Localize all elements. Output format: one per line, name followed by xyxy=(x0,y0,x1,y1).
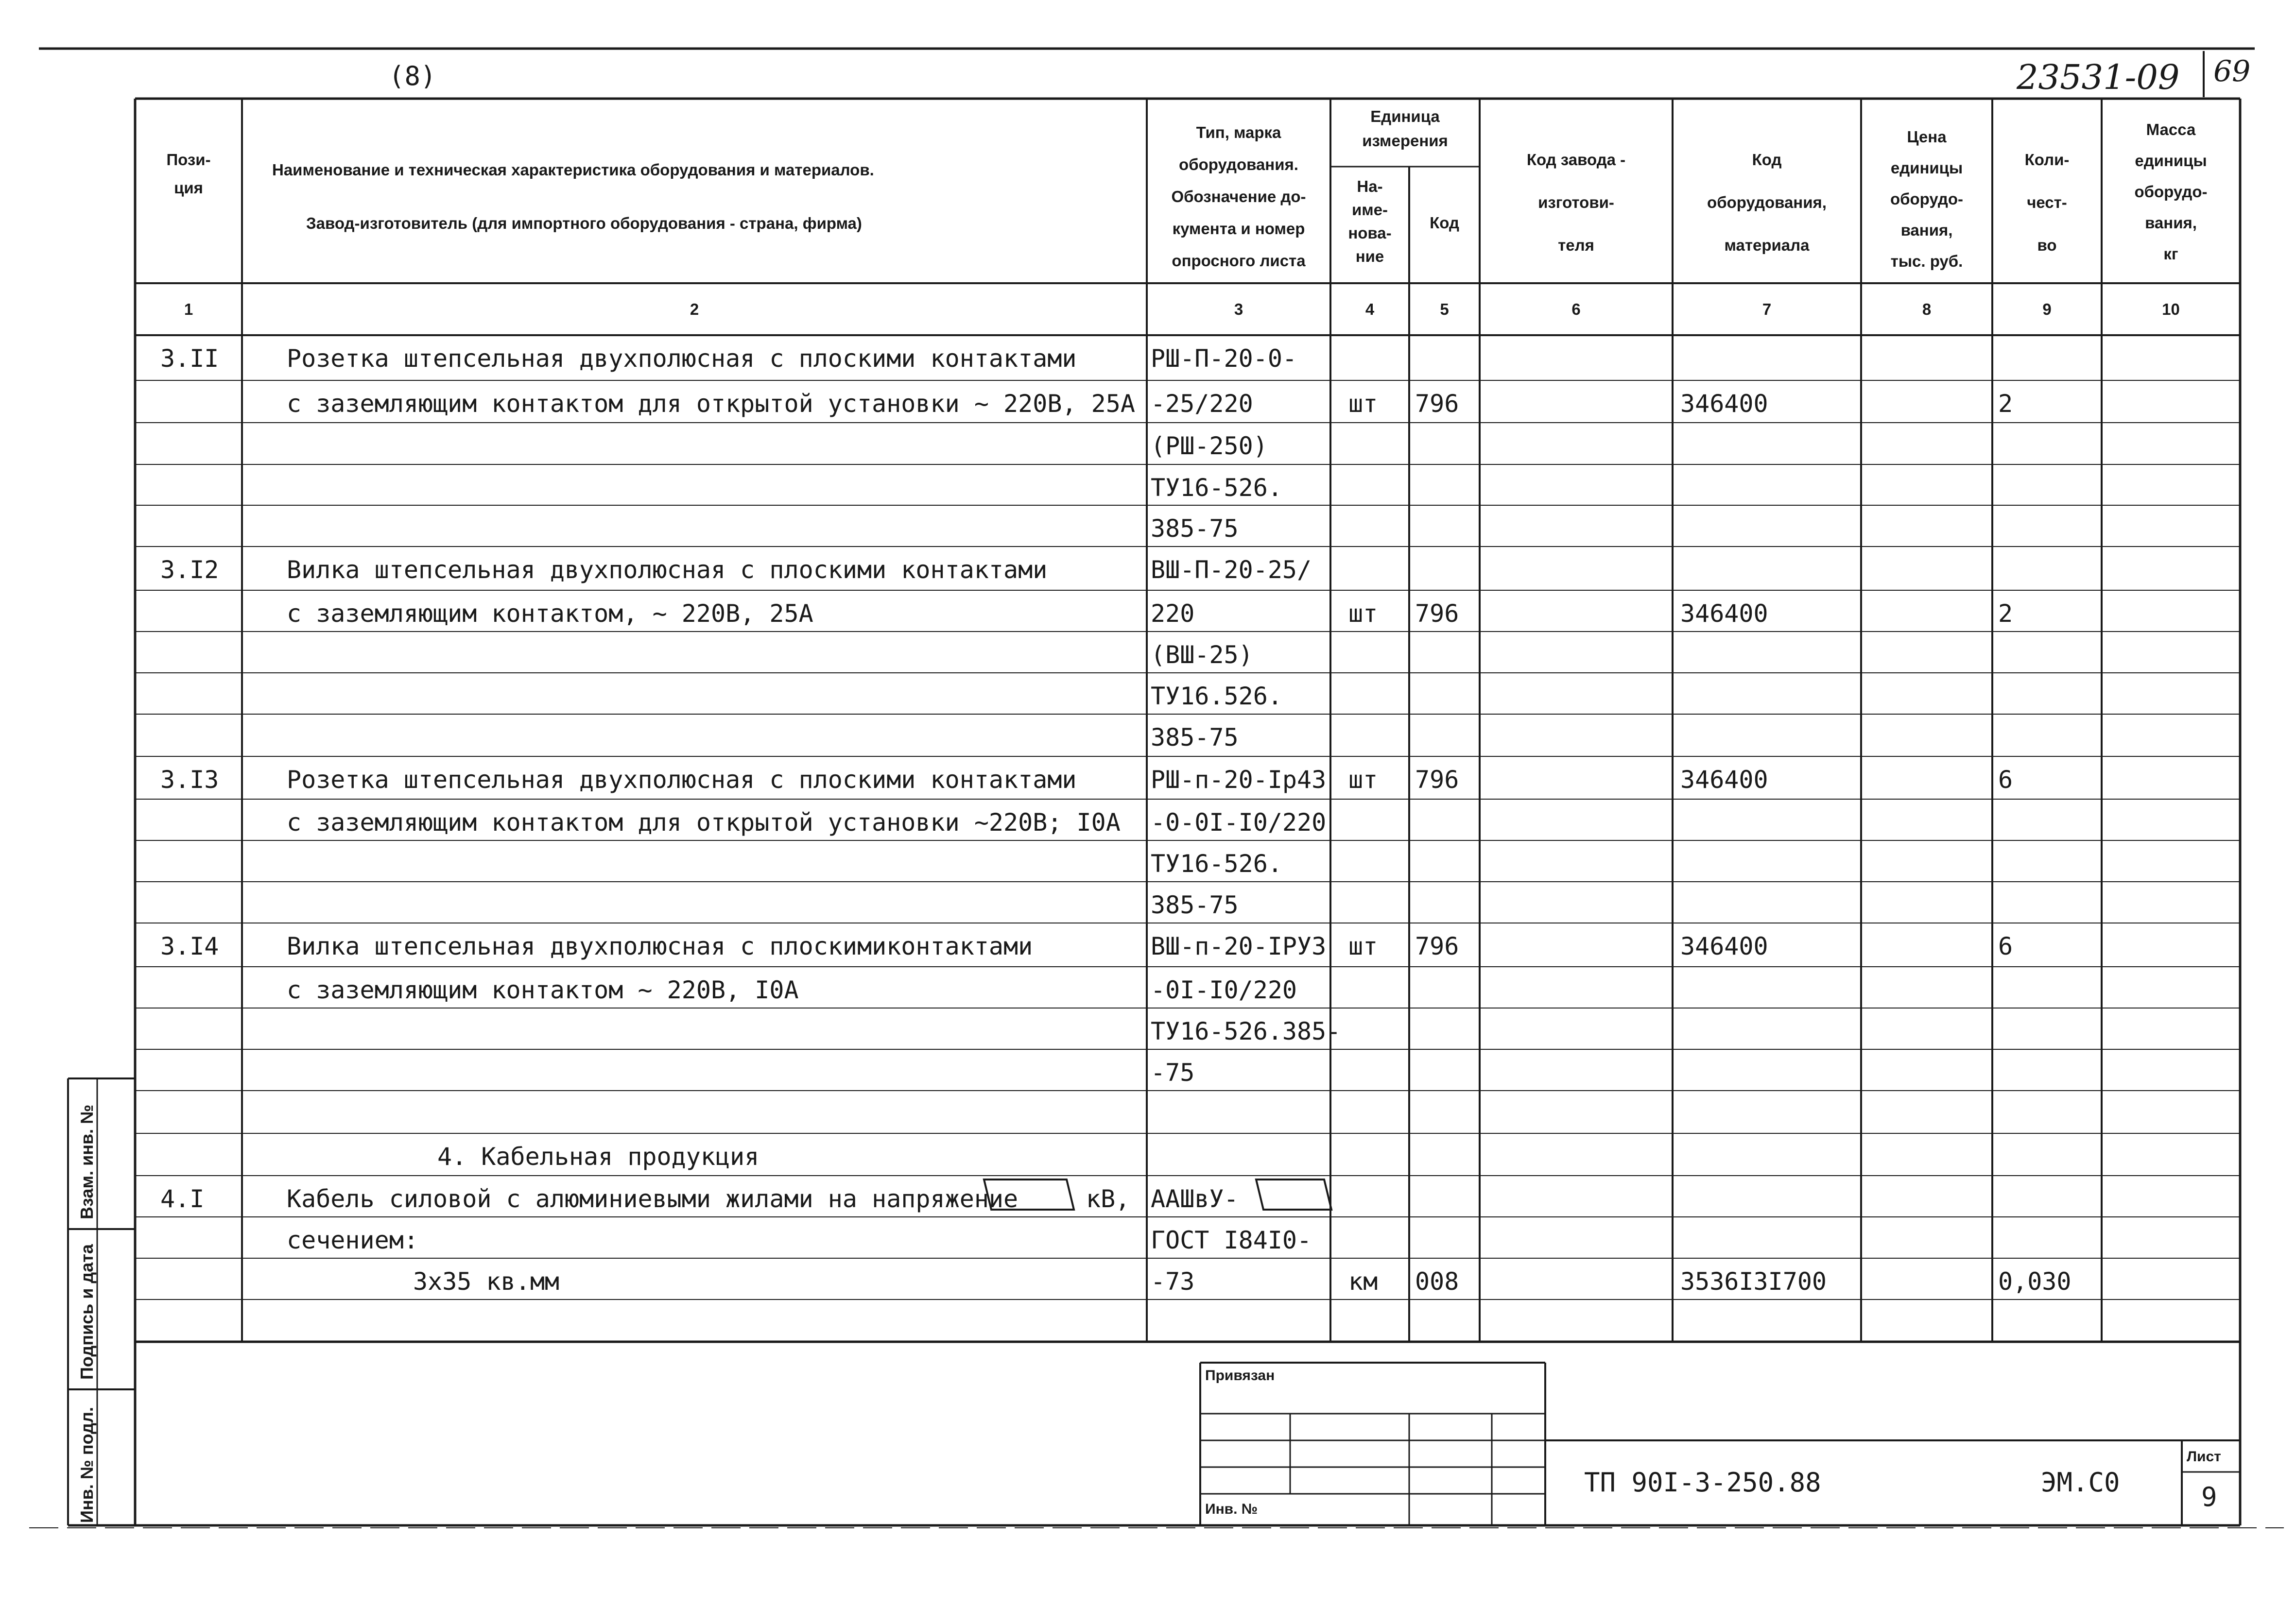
row-type: 385-75 xyxy=(1151,891,1239,919)
row-quantity: 6 xyxy=(1998,766,2013,794)
row-quantity: 2 xyxy=(1998,390,2013,418)
doc-mark: ЭМ.С0 xyxy=(2041,1467,2120,1498)
header-col-7: Код оборудования, материала xyxy=(1707,151,1827,254)
row-code: 796 xyxy=(1415,932,1459,960)
page-corner-number: 69 xyxy=(2213,54,2251,88)
sheet-label: Лист xyxy=(2187,1449,2221,1465)
row-name: сечением: xyxy=(287,1226,418,1254)
row-name: Кабель силовой с алюминиевыми жилами на напряжение xyxy=(287,1185,1019,1213)
col-number: 3 xyxy=(1234,300,1243,318)
header-col-6: Код завода - изготови- теля xyxy=(1526,151,1626,254)
col-number: 10 xyxy=(2162,300,2180,318)
row-name: 4. Кабельная продукция xyxy=(437,1143,760,1171)
row-type: -0-0I-I0/220 xyxy=(1151,808,1327,837)
row-equipment-code: 346400 xyxy=(1680,599,1768,628)
row-code: 796 xyxy=(1415,599,1459,628)
row-position: 3.II xyxy=(160,344,219,373)
row-position: 3.I3 xyxy=(160,766,219,794)
row-name: с заземляющим контактом, ~ 220В, 25А xyxy=(287,599,813,628)
sheet-number: 9 xyxy=(2201,1482,2217,1512)
row-type: -73 xyxy=(1151,1267,1195,1296)
side-label-vzam: Взам. инв. № xyxy=(77,1104,97,1219)
row-equipment-code: 346400 xyxy=(1680,766,1768,794)
row-type: -0I-I0/220 xyxy=(1151,976,1297,1004)
row-unit: шт xyxy=(1348,932,1378,960)
header-col-10: Масса единицы оборудо- вания, кг xyxy=(2134,120,2208,263)
row-type: 385-75 xyxy=(1151,723,1239,752)
header-unit-group: Единица измерения xyxy=(1362,107,1448,150)
col-number: 9 xyxy=(2042,300,2052,318)
header-col-3: Тип, марка оборудования. Обозначение до- кумента и номер опросного листа xyxy=(1171,123,1306,270)
row-type: 220 xyxy=(1151,599,1195,628)
row-quantity: 6 xyxy=(1998,932,2013,960)
col-number: 7 xyxy=(1762,300,1772,318)
row-name: с заземляющим контактом для открытой установки ~ 220В, 25А xyxy=(287,390,1135,418)
row-position: 3.I2 xyxy=(160,556,219,584)
row-name: 3х35 кв.мм xyxy=(413,1267,560,1296)
row-type: ТУ16-526.385- xyxy=(1151,1017,1341,1045)
row-type: 385-75 xyxy=(1151,514,1239,543)
row-name: с заземляющим контактом ~ 220В, I0А xyxy=(287,976,799,1004)
page-number-top: (8) xyxy=(389,61,436,91)
col-number: 1 xyxy=(184,300,193,318)
row-unit: шт xyxy=(1348,390,1378,418)
row-name: Вилка штепсельная двухполюсная с плоскими контактами xyxy=(287,556,1048,584)
col-number: 6 xyxy=(1571,300,1581,318)
header-col-8: Цена единицы оборудо- вания, тыс. руб. xyxy=(1890,128,1964,270)
row-type: ТУ16-526. xyxy=(1151,850,1282,878)
row-type: -75 xyxy=(1151,1059,1195,1087)
stamp-number: 23531-09 xyxy=(2017,57,2180,97)
row-code: 796 xyxy=(1415,766,1459,794)
row-equipment-code: 346400 xyxy=(1680,390,1768,418)
col-number: 4 xyxy=(1365,300,1375,318)
row-quantity: 0,030 xyxy=(1998,1267,2072,1296)
row-type: (РШ-250) xyxy=(1151,432,1268,460)
header-col-4: На- име- нова- ние xyxy=(1348,177,1392,265)
row-name: Вилка штепсельная двухполюсная с плоскимиконтактами xyxy=(287,932,1033,960)
row-type: ВШ-п-20-IРУЗ xyxy=(1151,932,1327,960)
stamp-privyazan: Привязан xyxy=(1205,1368,1275,1384)
row-code: 008 xyxy=(1415,1267,1459,1296)
side-label-inv: Инв. № подл. xyxy=(77,1407,97,1523)
header-col-1: Пози- ция xyxy=(166,151,211,197)
row-equipment-code: 346400 xyxy=(1680,932,1768,960)
row-type: ААШвУ- xyxy=(1151,1185,1239,1213)
header-col-2: Наименование и техническая характеристика оборудования и материалов. Завод-изготовитель (для импортного оборудования - страна, фирма) xyxy=(272,161,874,232)
col-number: 2 xyxy=(690,300,699,318)
row-unit: шт xyxy=(1348,766,1378,794)
row-type: -25/220 xyxy=(1151,390,1253,418)
row-type: ВШ-П-20-25/ xyxy=(1151,556,1312,584)
row-equipment-code: 3536I3I700 xyxy=(1680,1267,1827,1296)
row-unit: шт xyxy=(1348,599,1378,628)
col-number: 5 xyxy=(1440,300,1449,318)
row-name: Розетка штепсельная двухполюсная с плоскими контактами xyxy=(287,344,1077,373)
row-position: 4.I xyxy=(160,1185,205,1213)
row-quantity: 2 xyxy=(1998,599,2013,628)
row-name-suffix: кВ, xyxy=(1086,1185,1130,1213)
row-type: РШ-п-20-Iр43 xyxy=(1151,766,1327,794)
header-col-9: Коли- чест- во xyxy=(2024,151,2070,254)
row-position: 3.I4 xyxy=(160,932,219,960)
doc-code: ТП 90I-3-250.88 xyxy=(1584,1467,1821,1498)
side-label-signature: Подпись и дата xyxy=(77,1244,97,1380)
row-type: ТУ16-526. xyxy=(1151,474,1282,502)
header-col-5: Код xyxy=(1430,214,1459,232)
col-number: 8 xyxy=(1922,300,1932,318)
row-type: ГОСТ I84I0- xyxy=(1151,1226,1312,1254)
row-type: РШ-П-20-0- xyxy=(1151,344,1297,373)
row-name: Розетка штепсельная двухполюсная с плоскими контактами xyxy=(287,766,1077,794)
row-type: ТУ16.526. xyxy=(1151,682,1282,710)
row-code: 796 xyxy=(1415,390,1459,418)
stamp-inv: Инв. № xyxy=(1205,1501,1258,1517)
row-type: (ВШ-25) xyxy=(1151,641,1253,669)
row-name: с заземляющим контактом для открытой установки ~220В; I0А xyxy=(287,808,1121,837)
row-unit: км xyxy=(1348,1267,1378,1296)
